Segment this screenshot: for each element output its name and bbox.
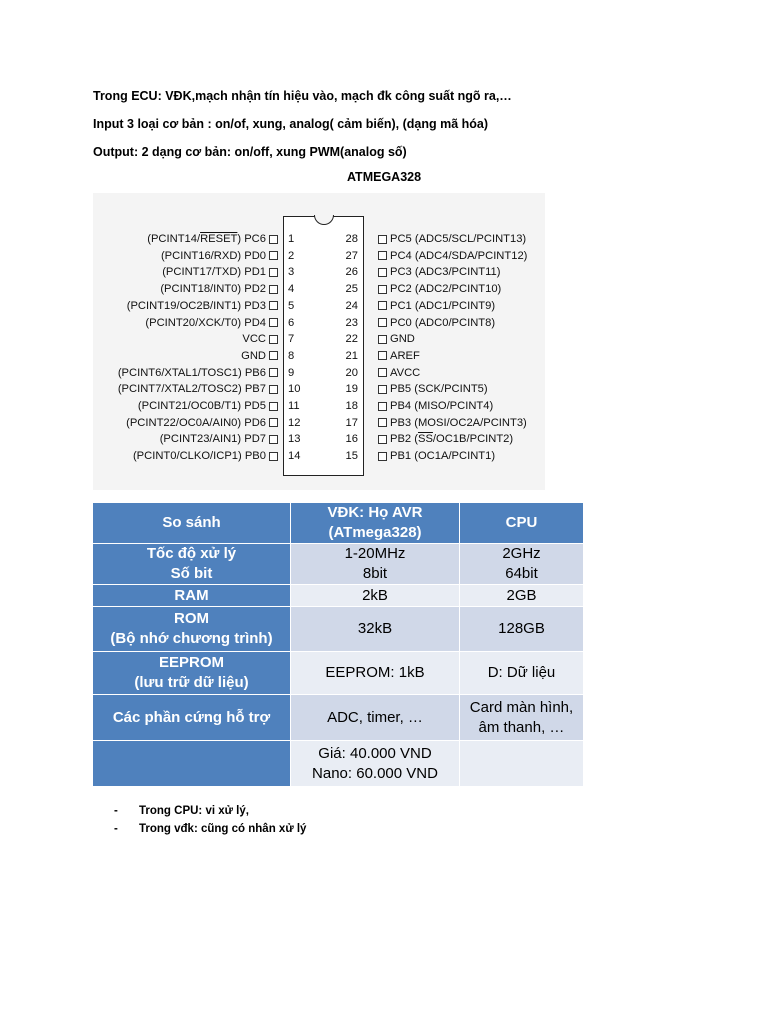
cell-text: 2kB <box>362 586 388 604</box>
pin-number: 3 <box>288 266 295 279</box>
pin-label <box>375 450 495 463</box>
list-item <box>114 823 306 835</box>
pin-name: (PCINT20/XCK/T0) PD4 <box>145 316 266 329</box>
list-item <box>114 805 249 817</box>
pin-label <box>375 233 526 246</box>
table-row <box>93 607 584 652</box>
pin-number: 23 <box>345 316 358 329</box>
pin-number: 7 <box>288 333 295 346</box>
header-text: CPU <box>505 514 538 531</box>
pin-label <box>93 417 281 430</box>
cell-text: RAM <box>174 586 209 604</box>
cell-text: Card màn hình, âm thanh, … <box>469 698 574 736</box>
table-row <box>93 585 584 607</box>
intro-line-1: Trong ECU: VĐK,mạch nhận tín hiệu vào, mạch đk công suất ngõ ra,… <box>93 89 512 103</box>
pin-label <box>375 417 527 430</box>
header-cell <box>460 503 584 544</box>
pin-number: 17 <box>345 416 358 429</box>
pin-number: 14 <box>288 450 301 463</box>
pin-pad <box>269 452 278 461</box>
pin-number: 18 <box>345 400 358 412</box>
atmega328-pinout-diagram <box>93 193 545 490</box>
pin-number: 6 <box>288 316 295 329</box>
pin-name: (PCINT23/AIN1) PD7 <box>159 433 266 446</box>
pin-label <box>375 283 501 296</box>
table-cell <box>291 652 460 695</box>
table-cell <box>291 695 460 741</box>
chip-notch <box>314 215 334 225</box>
table-header-row <box>93 503 584 544</box>
table-cell <box>460 695 584 741</box>
pin-number: 28 <box>345 233 358 245</box>
pin-label <box>375 300 495 313</box>
pin-number: 27 <box>345 249 358 262</box>
pin-label <box>375 433 513 446</box>
cell-text: D: Dữ liệu <box>487 664 556 681</box>
pin-name: PB4 (MISO/PCINT4) <box>390 400 494 412</box>
cell-text: 2GHz 64bit <box>502 545 541 582</box>
cell-text: EEPROM: 1kB <box>325 664 425 681</box>
pin-label <box>375 250 527 263</box>
pin-pad <box>378 235 387 244</box>
cell-text: Các phần cứng hỗ trợ <box>112 708 271 726</box>
cell-text: Giá: 40.000 VND Nano: 60.000 VND <box>312 744 438 782</box>
pin-name: PC1 (ADC1/PCINT9) <box>390 299 496 312</box>
pin-label <box>93 266 281 279</box>
pin-name: (PCINT0/CLKO/ICP1) PB0 <box>132 450 266 463</box>
pin-pad <box>269 301 278 310</box>
cell-text: Tốc độ xử lý Số bit <box>146 545 237 582</box>
pin-pad <box>269 435 278 444</box>
section-title: ATMEGA328 <box>346 170 422 184</box>
pin-pad <box>269 368 278 377</box>
pin-pad <box>378 268 387 277</box>
pin-pad <box>269 402 278 411</box>
pin-name: PC3 (ADC3/PCINT11) <box>390 266 501 279</box>
pin-label <box>93 283 281 296</box>
table-cell <box>460 544 584 585</box>
pin-label <box>93 450 281 463</box>
pin-label <box>375 266 500 279</box>
pin-pad <box>269 418 278 427</box>
table-cell <box>460 585 584 607</box>
table-cell <box>291 585 460 607</box>
header-cell <box>93 503 291 544</box>
pin-pad <box>269 235 278 244</box>
table-cell <box>291 741 460 787</box>
pin-pad <box>378 285 387 294</box>
bullet-dash: - <box>114 805 118 817</box>
pin-pad <box>269 318 278 327</box>
pin-pad <box>378 301 387 310</box>
pin-number: 24 <box>345 299 358 312</box>
pin-name: PC2 (ADC2/PCINT10) <box>390 283 502 296</box>
pin-pad <box>378 318 387 327</box>
pin-label <box>93 233 281 246</box>
row-label <box>93 544 291 585</box>
table-row <box>93 544 584 585</box>
pin-pad <box>378 335 387 344</box>
table-cell <box>460 652 584 695</box>
pin-number: 26 <box>345 266 358 279</box>
pin-number: 4 <box>288 283 295 296</box>
pin-pad <box>378 351 387 360</box>
pin-name: (PCINT21/OC0B/T1) PD5 <box>137 400 266 412</box>
pin-name: PB2 $(\overline{SS}/OC1B/PCINT2)$ <box>390 433 514 446</box>
pin-name: (PCINT7/XTAL2/TOSC2) PB7 <box>117 383 266 396</box>
pin-name: VCC <box>242 333 266 346</box>
header-text: So sánh <box>162 514 221 531</box>
pin-number: 10 <box>288 383 301 396</box>
row-label <box>93 585 291 607</box>
intro-line-2: Input 3 loại cơ bản : on/of, xung, analog( cảm biến), (dạng mã hóa) <box>93 117 489 131</box>
row-label <box>93 607 291 652</box>
pin-number: 15 <box>345 450 358 463</box>
pin-label <box>375 350 420 363</box>
row-label <box>93 652 291 695</box>
pin-number: 1 <box>288 233 295 245</box>
pin-label <box>375 317 495 330</box>
pin-name: PC5 (ADC5/SCL/PCINT13) <box>390 233 527 245</box>
pin-label <box>93 400 281 413</box>
pin-name: (PCINT17/TXD) PD1 <box>162 266 266 279</box>
pin-number: 25 <box>345 283 358 296</box>
comparison-table <box>92 502 584 787</box>
pin-label <box>93 367 281 380</box>
cell-text: ADC, timer, … <box>327 708 423 726</box>
table-row <box>93 695 584 741</box>
cell-text: ROM (Bộ nhớ chương trình) <box>110 610 273 647</box>
pin-name: PC0 (ADC0/PCINT8) <box>390 316 496 329</box>
pin-pad <box>269 335 278 344</box>
pin-number: 20 <box>345 366 358 379</box>
table-cell <box>460 741 584 787</box>
cell-text: 128GB <box>498 620 545 637</box>
pin-number: 2 <box>288 249 295 262</box>
pin-name: PB1 (OC1A/PCINT1) <box>390 450 496 463</box>
bullet-text: Trong vđk: cũng có nhân xử lý <box>139 823 307 835</box>
pin-number: 12 <box>288 416 301 429</box>
pin-pad <box>378 385 387 394</box>
pin-name: (PCINT18/INT0) PD2 <box>160 283 266 296</box>
pin-number: 13 <box>288 433 301 446</box>
pin-number: 16 <box>345 433 358 446</box>
pin-label <box>375 400 493 413</box>
pin-number: 9 <box>288 366 295 379</box>
cell-text: 32kB <box>357 620 393 637</box>
pin-label <box>93 317 281 330</box>
pin-label <box>93 350 281 363</box>
pin-label <box>93 300 281 313</box>
table-cell <box>291 607 460 652</box>
pin-pad <box>269 385 278 394</box>
pin-pad <box>269 268 278 277</box>
bullet-dash: - <box>114 823 118 835</box>
pin-number: 11 <box>288 400 300 412</box>
row-label <box>93 741 291 787</box>
cell-text: 2GB <box>506 586 537 604</box>
pin-name: (PCINT6/XTAL1/TOSC1) PB6 <box>117 366 266 379</box>
header-text: VĐK: Họ AVR (ATmega328) <box>327 504 423 541</box>
pin-name: PB5 (SCK/PCINT5) <box>390 383 488 396</box>
pin-pad <box>269 285 278 294</box>
bullet-text: Trong CPU: vi xử lý, <box>139 805 249 817</box>
pin-name: (PCINT16/RXD) PD0 <box>160 249 266 262</box>
pin-label <box>375 333 415 346</box>
header-cell <box>291 503 460 544</box>
table-cell <box>460 607 584 652</box>
cell-text: 1-20MHz 8bit <box>344 545 406 582</box>
pin-name: PC4 (ADC4/SDA/PCINT12) <box>390 249 528 262</box>
pin-pad <box>378 368 387 377</box>
pin-label <box>93 250 281 263</box>
pin-pad <box>269 351 278 360</box>
pin-name: AREF <box>390 349 420 362</box>
pin-name: GND <box>390 333 415 346</box>
row-label <box>93 695 291 741</box>
pin-label <box>93 433 281 446</box>
pin-number: 5 <box>288 299 295 312</box>
pin-number: 21 <box>345 349 358 362</box>
pin-pad <box>378 435 387 444</box>
pin-pad <box>269 251 278 260</box>
pin-name: (PCINT19/OC2B/INT1) PD3 <box>126 299 266 312</box>
pin-number: 8 <box>288 349 295 362</box>
table-row <box>93 741 584 787</box>
pin-name: GND <box>241 349 266 362</box>
pin-name: (PCINT22/OC0A/AIN0) PD6 <box>126 416 266 429</box>
pin-number: 22 <box>345 333 358 346</box>
cell-text: EEPROM (lưu trữ dữ liệu) <box>134 654 249 691</box>
intro-line-3: Output: 2 dạng cơ bản: on/off, xung PWM(analog số) <box>93 145 407 159</box>
pin-name: PB3 (MOSI/OC2A/PCINT3) <box>390 416 527 429</box>
pin-label <box>93 333 281 346</box>
pin-label <box>375 367 420 380</box>
pin-pad <box>378 452 387 461</box>
pin-name: (PCINT14/RESET) PC6 <box>147 233 266 245</box>
pin-name: AVCC <box>390 366 421 379</box>
pin-pad <box>378 402 387 411</box>
pin-label <box>93 383 281 396</box>
table-row <box>93 652 584 695</box>
pin-pad <box>378 418 387 427</box>
pin-pad <box>378 251 387 260</box>
pin-label <box>375 383 488 396</box>
table-cell <box>291 544 460 585</box>
pin-number: 19 <box>345 383 358 396</box>
